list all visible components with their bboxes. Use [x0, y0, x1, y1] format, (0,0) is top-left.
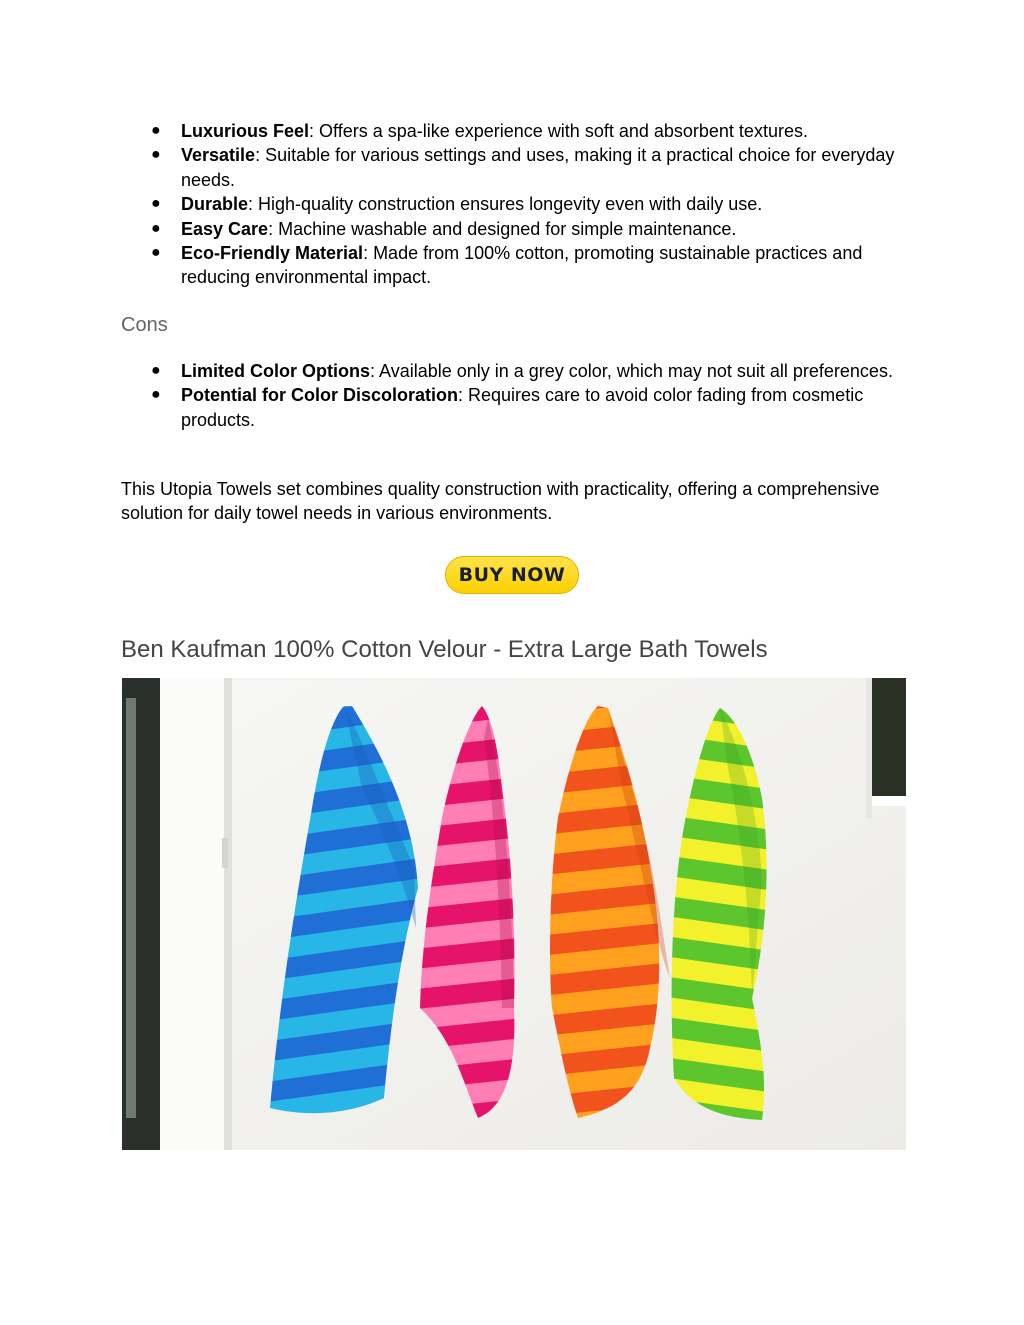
- pro-label: Luxurious Feel: [181, 121, 310, 141]
- product-image: [122, 678, 906, 1150]
- list-item: [121, 383, 911, 432]
- con-label: Potential for Color Discoloration: [181, 385, 459, 406]
- list-item: [121, 192, 911, 216]
- con-label: Limited Color Options: [181, 361, 370, 381]
- pro-text: : Machine washable and designed for simple maintenance.: [268, 218, 737, 239]
- pros-list: [121, 119, 911, 290]
- con-text: : Available only in a grey color, which may not suit all preferences.: [370, 361, 893, 381]
- pro-text: : Offers a spa-like experience with soft and absorbent textures.: [309, 121, 808, 141]
- list-item: [121, 359, 911, 383]
- bullet-icon: ●: [151, 362, 161, 379]
- product-title: Ben Kaufman 100% Cotton Velour - Extra Large Bath Towels: [121, 636, 768, 663]
- cons-heading: Cons: [121, 314, 168, 336]
- pro-label: Durable: [181, 194, 249, 215]
- list-item: [121, 241, 911, 290]
- pro-label: Easy Care: [181, 218, 269, 239]
- pro-text: : High-quality construction ensures longevity even with daily use.: [248, 194, 763, 215]
- list-item: [121, 143, 911, 192]
- con-text: : Requires care to avoid color fading from cosmetic products.: [181, 385, 864, 430]
- bullet-icon: ●: [151, 122, 161, 139]
- bullet-icon: ●: [151, 146, 161, 164]
- pro-text: : Suitable for various settings and uses, making it a practical choice for everyday needs.: [181, 145, 895, 190]
- cons-list: [121, 359, 911, 432]
- bullet-icon: ●: [151, 195, 161, 213]
- pro-label: Versatile: [181, 145, 256, 166]
- bullet-icon: ●: [151, 219, 161, 237]
- buy-now-button[interactable]: BUY NOW: [445, 556, 579, 594]
- summary-paragraph: This Utopia Towels set combines quality construction with practicality, offering a comprehensive solution for daily towel needs in various environments.: [121, 479, 880, 524]
- bullet-icon: ●: [151, 244, 161, 262]
- list-item: [121, 217, 911, 241]
- pro-text: : Made from 100% cotton, promoting sustainable practices and reducing environmental impact.: [181, 243, 863, 288]
- pro-label: Eco-Friendly Material: [181, 243, 364, 264]
- list-item: [121, 119, 911, 143]
- bullet-icon: ●: [151, 386, 161, 404]
